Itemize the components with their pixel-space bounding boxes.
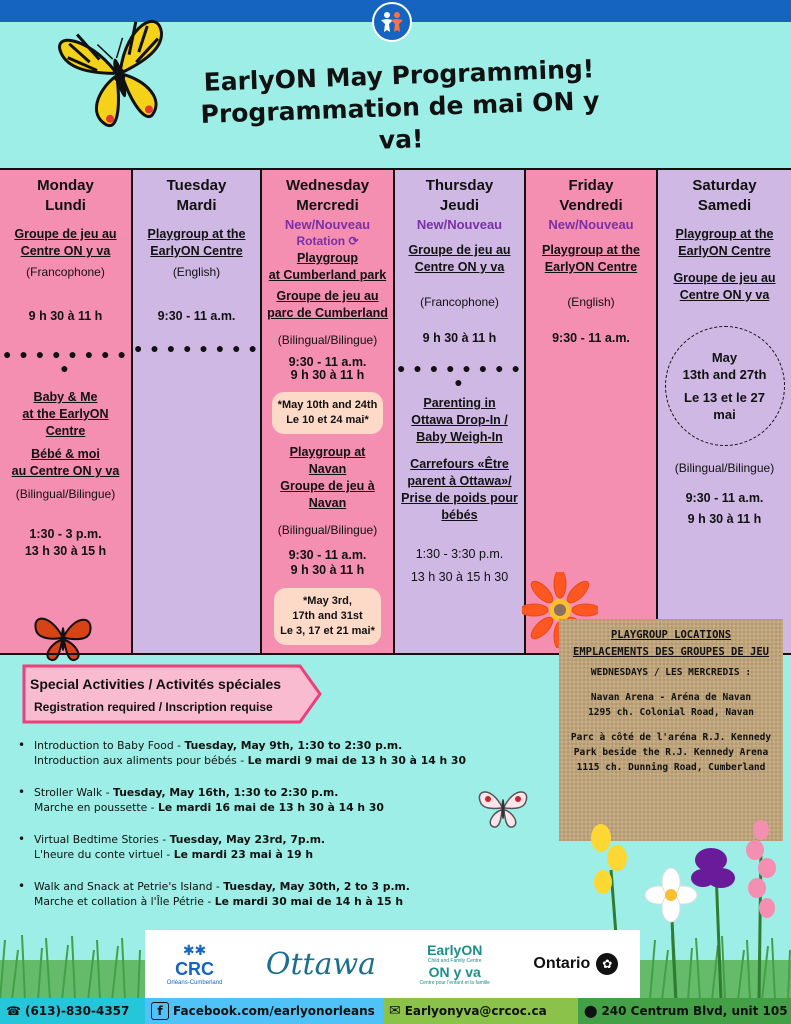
crc-people-icon: ✱✱	[182, 942, 207, 958]
wednesday-rotation	[262, 234, 393, 248]
activity-fr-date: Le mardi 9 mai de 13 h 30 à 14 h 30	[247, 754, 466, 767]
footer-phone-text: (613)-830-4357	[24, 1004, 130, 1018]
crc-top-logo	[372, 2, 412, 42]
thursday-column	[395, 170, 526, 653]
list-item	[18, 785, 538, 815]
thursday-prog2-fr-line1[interactable]: Carrefours «Être	[410, 457, 509, 471]
monday-prog2-en-line2[interactable]: at the EarlyON	[22, 407, 109, 421]
footer-facebook[interactable]	[145, 998, 383, 1024]
activity-en: Stroller Walk -	[34, 786, 114, 799]
tuesday-column	[133, 170, 262, 653]
monday-prog1-lang: (Francophone)	[26, 265, 105, 279]
tuesday-divider: ● ● ● ● ● ● ● ●	[134, 340, 259, 356]
saturday-dates-circle	[665, 326, 785, 446]
thursday-prog2-time: 1:30 - 3:30 p.m.	[415, 547, 504, 561]
thursday-prog2-fr-line3[interactable]: Prise de poids pour	[401, 491, 518, 505]
swallowtail-butterfly-icon	[44, 10, 194, 140]
wednesday-prog2-dates-line1: *May 3rd,	[303, 595, 352, 607]
title-line-en: EarlyON May Programming!	[203, 54, 595, 97]
title-line-fr: Programmation de mai ON y va!	[200, 86, 600, 155]
friday-prog1-lang: (English)	[567, 295, 615, 309]
thursday-prog1-line1[interactable]: Groupe de jeu au	[408, 243, 511, 257]
ontario-logo	[533, 953, 618, 975]
wednesday-prog1-lang: (Bilingual/Bilingue)	[277, 333, 378, 347]
thursday-new-label: New/Nouveau	[416, 217, 503, 232]
activity-fr-date: Le mardi 16 mai de 13 h 30 à 14 h 30	[157, 801, 384, 814]
saturday-column	[658, 170, 791, 653]
activity-en-date: Tuesday, May 30th, 2 to 3 p.m.	[223, 880, 410, 893]
location-2-line3: 1115 ch. Dunning Road, Cumberland	[576, 762, 766, 773]
thursday-prog1-line2[interactable]: Centre ON y va	[414, 260, 505, 274]
saturday-prog1-line1[interactable]: Playgroup at the	[675, 227, 774, 241]
wednesday-prog2-dates-line2: 17th and 31st	[292, 610, 363, 622]
rotation-icon: ⟳	[348, 234, 359, 248]
phone-icon: ☎	[6, 1004, 21, 1018]
activity-fr: Marche et collation à l'Île Pétrie -	[34, 895, 215, 908]
wednesday-prog1-line2[interactable]: at Cumberland park	[268, 268, 387, 282]
locations-heading-fr: EMPLACEMENTS DES GROUPES DE JEU	[573, 646, 769, 658]
wednesday-new-label: New/Nouveau	[284, 217, 371, 232]
locations-days: WEDNESDAYS / LES MERCREDIS :	[590, 667, 752, 678]
thursday-divider: ● ● ● ● ● ● ● ● ●	[397, 360, 522, 390]
footer-address[interactable]	[578, 998, 791, 1024]
ottawa-logo-text: Ottawa	[265, 946, 377, 982]
rotation-label: Rotation	[296, 234, 346, 248]
activity-fr: L'heure du conte virtuel -	[34, 848, 174, 861]
list-item	[18, 738, 538, 768]
location-1-line1: Navan Arena - Aréna de Navan	[590, 692, 752, 703]
footer-address-text: 240 Centrum Blvd, unit 105	[601, 1004, 788, 1018]
footer-facebook-text: Facebook.com/earlyonorleans	[173, 1004, 375, 1018]
thursday-prog2-fr-line2[interactable]: parent à Ottawa»/	[407, 474, 512, 488]
friday-name: Friday	[568, 177, 614, 194]
saturday-dates-en-line2: 13th and 27th	[682, 367, 767, 382]
monarch-butterfly-icon	[30, 610, 96, 664]
partner-logos	[145, 930, 640, 998]
monday-column	[0, 170, 133, 653]
saturday-prog1-line2[interactable]: EarlyON Centre	[678, 244, 771, 258]
facebook-icon: f	[151, 1002, 169, 1020]
ottawa-logo	[266, 947, 376, 982]
footer-email-text: Earlyonyva@crcoc.ca	[404, 1004, 547, 1018]
trillium-icon: ✿	[596, 953, 618, 975]
special-activities-heading: Special Activities / Activités spéciales	[30, 676, 282, 692]
envelope-icon: ✉	[389, 1003, 401, 1019]
monday-prog2-en-line1[interactable]: Baby & Me	[33, 390, 98, 404]
earlyon-logo	[419, 942, 489, 986]
saturday-prog1-lang: (Bilingual/Bilingue)	[674, 461, 775, 475]
monday-name-fr: Lundi	[45, 197, 86, 214]
footer-phone[interactable]	[0, 998, 145, 1024]
monday-name: Monday	[37, 177, 94, 194]
location-2-line2: Park beside the R.J. Kennedy Arena	[573, 747, 769, 758]
tuesday-prog1-time: 9:30 - 11 a.m.	[157, 309, 236, 323]
small-butterfly-icon	[474, 785, 532, 829]
wednesday-prog2-time-fr: 9 h 30 à 11 h	[290, 563, 365, 577]
page-title	[178, 52, 621, 163]
people-icon	[378, 8, 406, 36]
wednesday-prog1-line1[interactable]: Playgroup	[296, 251, 359, 265]
wednesday-prog2-fr-line2[interactable]: Navan	[308, 496, 347, 510]
monday-prog2-time: 1:30 - 3 p.m.	[29, 527, 102, 541]
wednesday-prog1-dates-fr: Le 10 et 24 mai*	[286, 414, 369, 426]
wednesday-column	[262, 170, 395, 653]
footer-email[interactable]	[383, 998, 578, 1024]
saturday-prog1-time: 9:30 - 11 a.m.	[685, 491, 764, 505]
saturday-prog1-fr-line2[interactable]: Centre ON y va	[679, 288, 770, 302]
wednesday-prog1-dates-en: *May 10th and 24th	[277, 399, 378, 411]
saturday-dates-fr-line1: Le 13 et le 27	[684, 390, 765, 405]
onyva-logo-sub: Centre pour l'enfant et la famille	[419, 980, 490, 986]
saturday-prog1-time-fr: 9 h 30 à 11 h	[687, 512, 762, 526]
crc-logo-text: CRC	[175, 959, 215, 979]
thursday-prog2-time-fr: 13 h 30 à 15 h 30	[410, 570, 509, 584]
ontario-logo-text: Ontario	[533, 955, 591, 972]
thursday-prog2-en-line1[interactable]: Parenting in	[423, 396, 496, 410]
saturday-dates-fr-line2: mai	[713, 407, 736, 422]
special-activities-sub: Registration required / Inscription requise	[34, 700, 273, 714]
monday-prog2-time-fr: 13 h 30 à 15 h	[24, 544, 107, 558]
wednesday-prog1-time-fr: 9 h 30 à 11 h	[290, 368, 365, 382]
activity-en: Walk and Snack at Petrie's Island -	[34, 880, 224, 893]
wednesday-prog1-fr-line1[interactable]: Groupe de jeu au	[276, 289, 379, 303]
monday-prog2-fr-line1[interactable]: Bébé & moi	[31, 447, 100, 461]
activity-en-date: Tuesday, May 9th, 1:30 to 2:30 p.m.	[184, 739, 403, 752]
wednesday-prog1-fr-line2[interactable]: parc de Cumberland	[267, 306, 388, 320]
thursday-prog2-en-line3[interactable]: Baby Weigh-In	[416, 430, 503, 444]
activity-en-date: Tuesday, May 16th, 1:30 to 2:30 p.m.	[113, 786, 339, 799]
monday-divider: ● ● ● ● ● ● ● ● ●	[3, 346, 128, 376]
monday-prog1-time: 9 h 30 à 11 h	[28, 309, 103, 323]
playgroup-locations-box	[559, 619, 783, 841]
wednesday-prog2-fr-line1[interactable]: Groupe de jeu à	[280, 479, 375, 493]
saturday-dates-en-line1: May	[711, 350, 738, 365]
wednesday-prog2-dates	[274, 588, 381, 645]
location-1-line2: 1295 ch. Colonial Road, Navan	[588, 707, 754, 718]
earlyon-logo-text: EarlyON	[427, 942, 483, 958]
wednesday-prog2-line1[interactable]: Playgroup at	[289, 445, 366, 459]
saturday-prog1-fr-line1[interactable]: Groupe de jeu au	[673, 271, 776, 285]
crc-logo	[167, 942, 223, 986]
friday-new-label: New/Nouveau	[548, 217, 634, 232]
wednesday-name-fr: Mercredi	[296, 197, 359, 214]
footer-bar	[0, 998, 791, 1024]
thursday-prog1-time: 9 h 30 à 11 h	[422, 331, 497, 345]
monday-prog1-line2[interactable]: Centre ON y va	[20, 244, 111, 258]
location-2-line1: Parc à côté de l'aréna R.J. Kennedy	[570, 732, 772, 743]
friday-prog1-time: 9:30 - 11 a.m.	[552, 331, 630, 345]
wednesday-prog2-dates-line3: Le 3, 17 et 21 mai*	[280, 625, 375, 637]
thursday-prog1-lang: (Francophone)	[420, 295, 499, 309]
activity-en: Virtual Bedtime Stories -	[34, 833, 170, 846]
special-activities-banner	[22, 664, 322, 724]
wednesday-prog1-time: 9:30 - 11 a.m.	[288, 355, 367, 369]
activity-en-date: Tuesday, May 23rd, 7p.m.	[169, 833, 326, 846]
location-pin-icon: ⬤	[584, 1004, 598, 1018]
activity-fr-date: Le mardi 30 mai de 14 h à 15 h	[214, 895, 404, 908]
monday-prog2-lang: (Bilingual/Bilingue)	[15, 487, 116, 501]
earlyon-logo-sub: Child and Family Centre	[427, 958, 482, 964]
monday-prog2-fr-line2[interactable]: au Centre ON y va	[11, 464, 120, 478]
tuesday-name: Tuesday	[166, 177, 227, 194]
wednesday-prog2-line2[interactable]: Navan	[308, 462, 347, 476]
friday-name-fr: Vendredi	[559, 197, 623, 214]
thursday-name: Thursday	[425, 177, 494, 194]
saturday-name: Saturday	[692, 177, 757, 194]
tuesday-prog1-lang: (English)	[172, 265, 221, 279]
activity-en: Introduction to Baby Food -	[34, 739, 185, 752]
activity-fr: Introduction aux aliments pour bébés -	[34, 754, 248, 767]
thursday-prog2-fr-line4[interactable]: bébés	[441, 508, 478, 522]
wednesday-prog1-dates	[272, 392, 384, 434]
list-item	[18, 832, 538, 862]
wednesday-prog2-lang: (Bilingual/Bilingue)	[277, 523, 378, 537]
tuesday-name-fr: Mardi	[176, 197, 217, 214]
tuesday-prog1-line2[interactable]: EarlyON Centre	[150, 244, 243, 258]
activity-fr-date: Le mardi 23 mai à 19 h	[173, 848, 314, 861]
activities-list	[18, 738, 538, 926]
thursday-name-fr: Jeudi	[439, 197, 480, 214]
wednesday-name: Wednesday	[285, 177, 370, 194]
thursday-prog2-en-line2[interactable]: Ottawa Drop-In /	[411, 413, 508, 427]
activity-fr: Marche en poussette -	[34, 801, 158, 814]
monday-prog2-en-line3[interactable]: Centre	[45, 424, 86, 438]
wednesday-prog2-time: 9:30 - 11 a.m.	[288, 548, 367, 562]
onyva-logo-text: ON y va	[428, 964, 481, 980]
locations-heading-en: PLAYGROUP LOCATIONS	[610, 629, 732, 641]
tuesday-prog1-line1[interactable]: Playgroup at the	[147, 227, 246, 241]
crc-logo-sub: Orléans-Cumberland	[166, 980, 223, 986]
friday-prog1-line2[interactable]: EarlyON Centre	[544, 260, 638, 274]
saturday-name-fr: Samedi	[697, 197, 752, 214]
friday-prog1-line1[interactable]: Playgroup at the	[542, 243, 640, 257]
monday-prog1-line1[interactable]: Groupe de jeu au	[14, 227, 117, 241]
